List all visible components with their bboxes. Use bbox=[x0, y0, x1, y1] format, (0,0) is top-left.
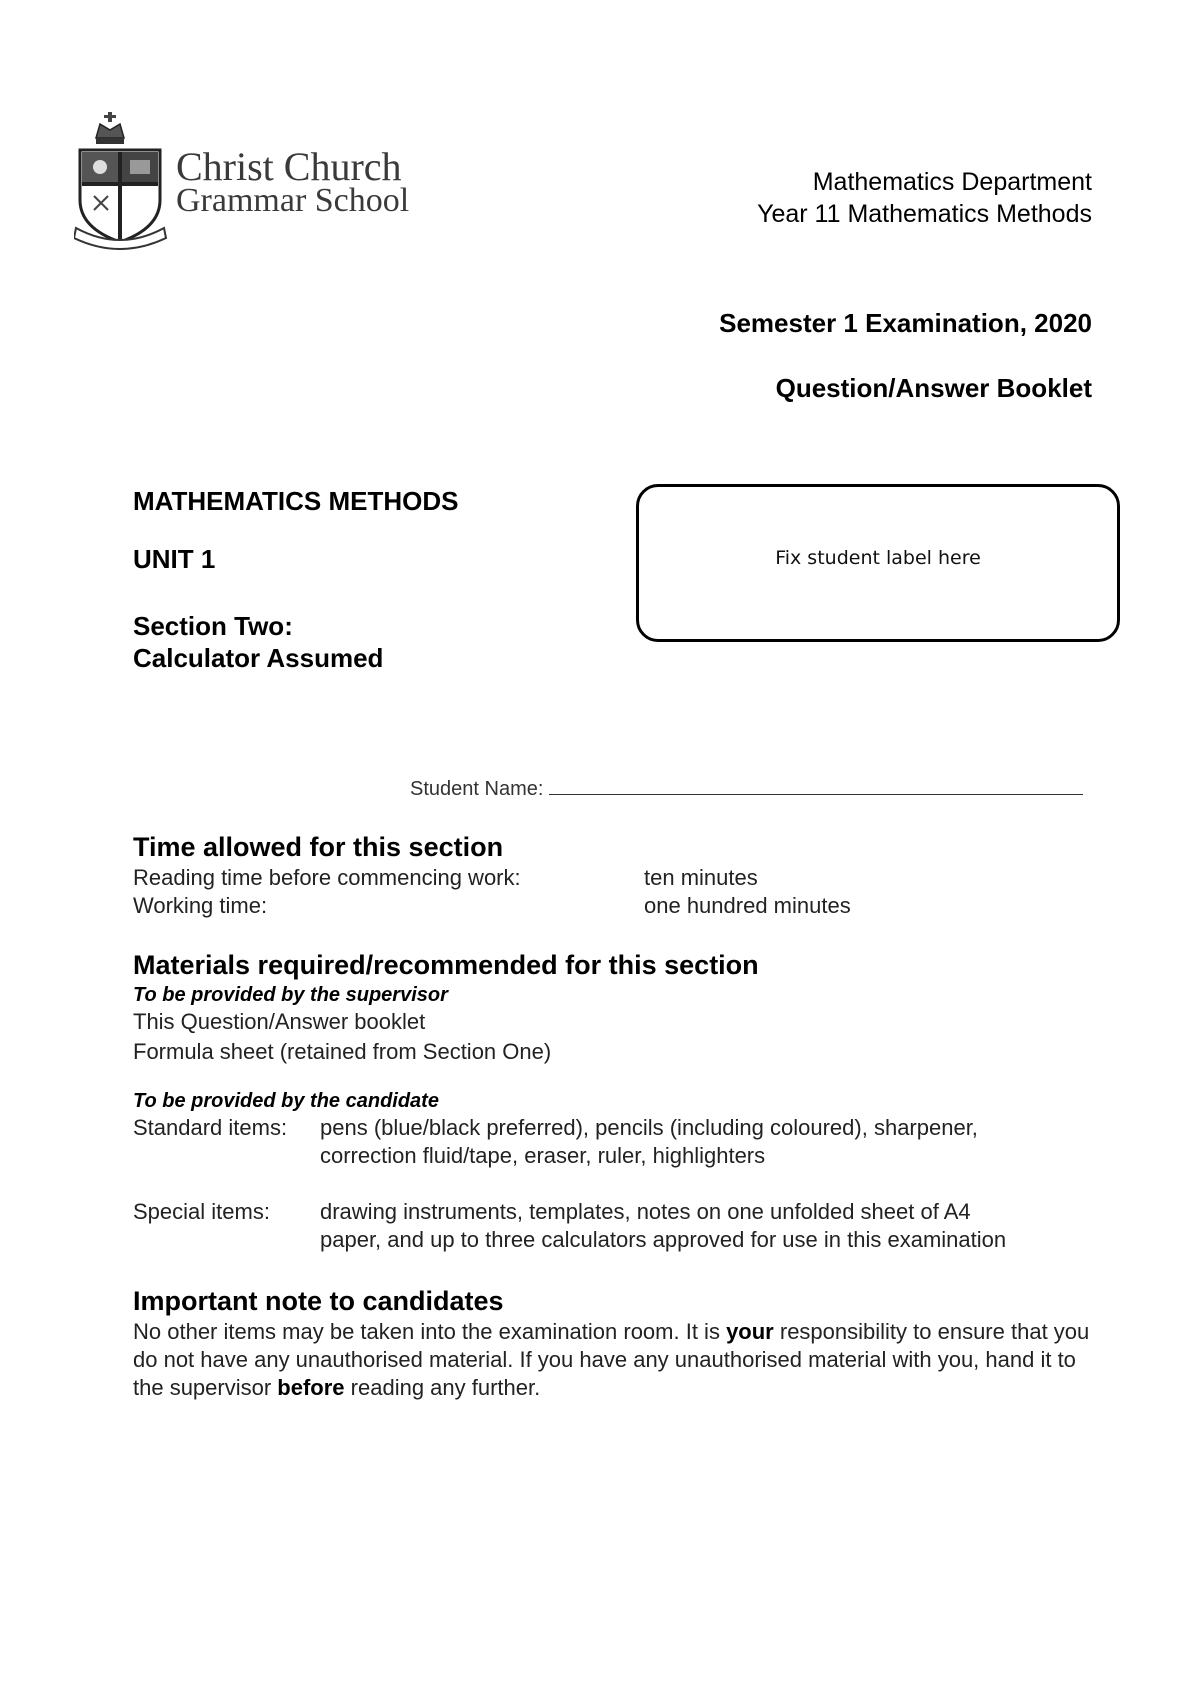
supervisor-item: Formula sheet (retained from Section One) bbox=[133, 1039, 552, 1064]
school-name-line1: Christ Church bbox=[176, 144, 402, 189]
unit-title: UNIT 1 bbox=[133, 544, 216, 574]
important-note-text bbox=[133, 1318, 1093, 1402]
working-time-label: Working time: bbox=[133, 893, 268, 918]
note-part2: responsibility to ensure that you do not have any unauthorised material. If you have any unauthorised material with you, hand it to the supervisor bbox=[133, 1319, 1090, 1400]
booklet-title: Question/Answer Booklet bbox=[775, 373, 1092, 403]
department-header bbox=[757, 166, 1092, 230]
school-name bbox=[176, 144, 410, 219]
supervisor-subheading: To be provided by the supervisor bbox=[133, 984, 448, 1006]
note-bold-before: before bbox=[277, 1375, 345, 1400]
student-name-field[interactable] bbox=[410, 776, 1083, 801]
school-name-line2: Grammar School bbox=[176, 182, 410, 219]
school-logo bbox=[74, 110, 444, 250]
note-bold-your: your bbox=[726, 1319, 774, 1344]
candidate-subheading: To be provided by the candidate bbox=[133, 1090, 439, 1112]
exam-title: Semester 1 Examination, 2020 bbox=[719, 308, 1092, 338]
section-line1: Section Two: bbox=[133, 611, 293, 641]
label-box-text: Fix student label here bbox=[775, 547, 981, 569]
school-crest-icon bbox=[74, 110, 170, 250]
reading-time-value: ten minutes bbox=[644, 865, 758, 890]
standard-items-line1: pens (blue/black preferred), pencils (including coloured), sharpener, bbox=[320, 1115, 978, 1140]
standard-items-value bbox=[320, 1114, 978, 1170]
special-items-value bbox=[320, 1198, 1006, 1254]
student-name-line[interactable] bbox=[549, 776, 1083, 795]
subject-title: MATHEMATICS METHODS bbox=[133, 486, 459, 516]
time-heading: Time allowed for this section bbox=[133, 832, 504, 862]
working-time-value: one hundred minutes bbox=[644, 893, 851, 918]
materials-heading: Materials required/recommended for this section bbox=[133, 950, 759, 980]
department-name: Mathematics Department bbox=[812, 168, 1092, 196]
supervisor-item: This Question/Answer booklet bbox=[133, 1009, 426, 1034]
section-line2: Calculator Assumed bbox=[133, 643, 384, 673]
section-title bbox=[133, 610, 383, 674]
note-part1: No other items may be taken into the examination room. It is bbox=[133, 1319, 727, 1344]
special-items-line1: drawing instruments, templates, notes on one unfolded sheet of A4 bbox=[320, 1199, 971, 1224]
note-part3: reading any further. bbox=[344, 1375, 541, 1400]
standard-items-label: Standard items: bbox=[133, 1115, 288, 1140]
special-items-label: Special items: bbox=[133, 1199, 270, 1224]
standard-items-line2: correction fluid/tape, eraser, ruler, highlighters bbox=[320, 1143, 766, 1168]
course-name: Year 11 Mathematics Methods bbox=[757, 200, 1092, 228]
student-name-label: Student Name: bbox=[410, 778, 544, 800]
important-note-heading: Important note to candidates bbox=[133, 1286, 504, 1316]
special-items-line2: paper, and up to three calculators approved for use in this examination bbox=[320, 1227, 1007, 1252]
reading-time-label: Reading time before commencing work: bbox=[133, 865, 521, 890]
student-label-box bbox=[636, 484, 1120, 642]
